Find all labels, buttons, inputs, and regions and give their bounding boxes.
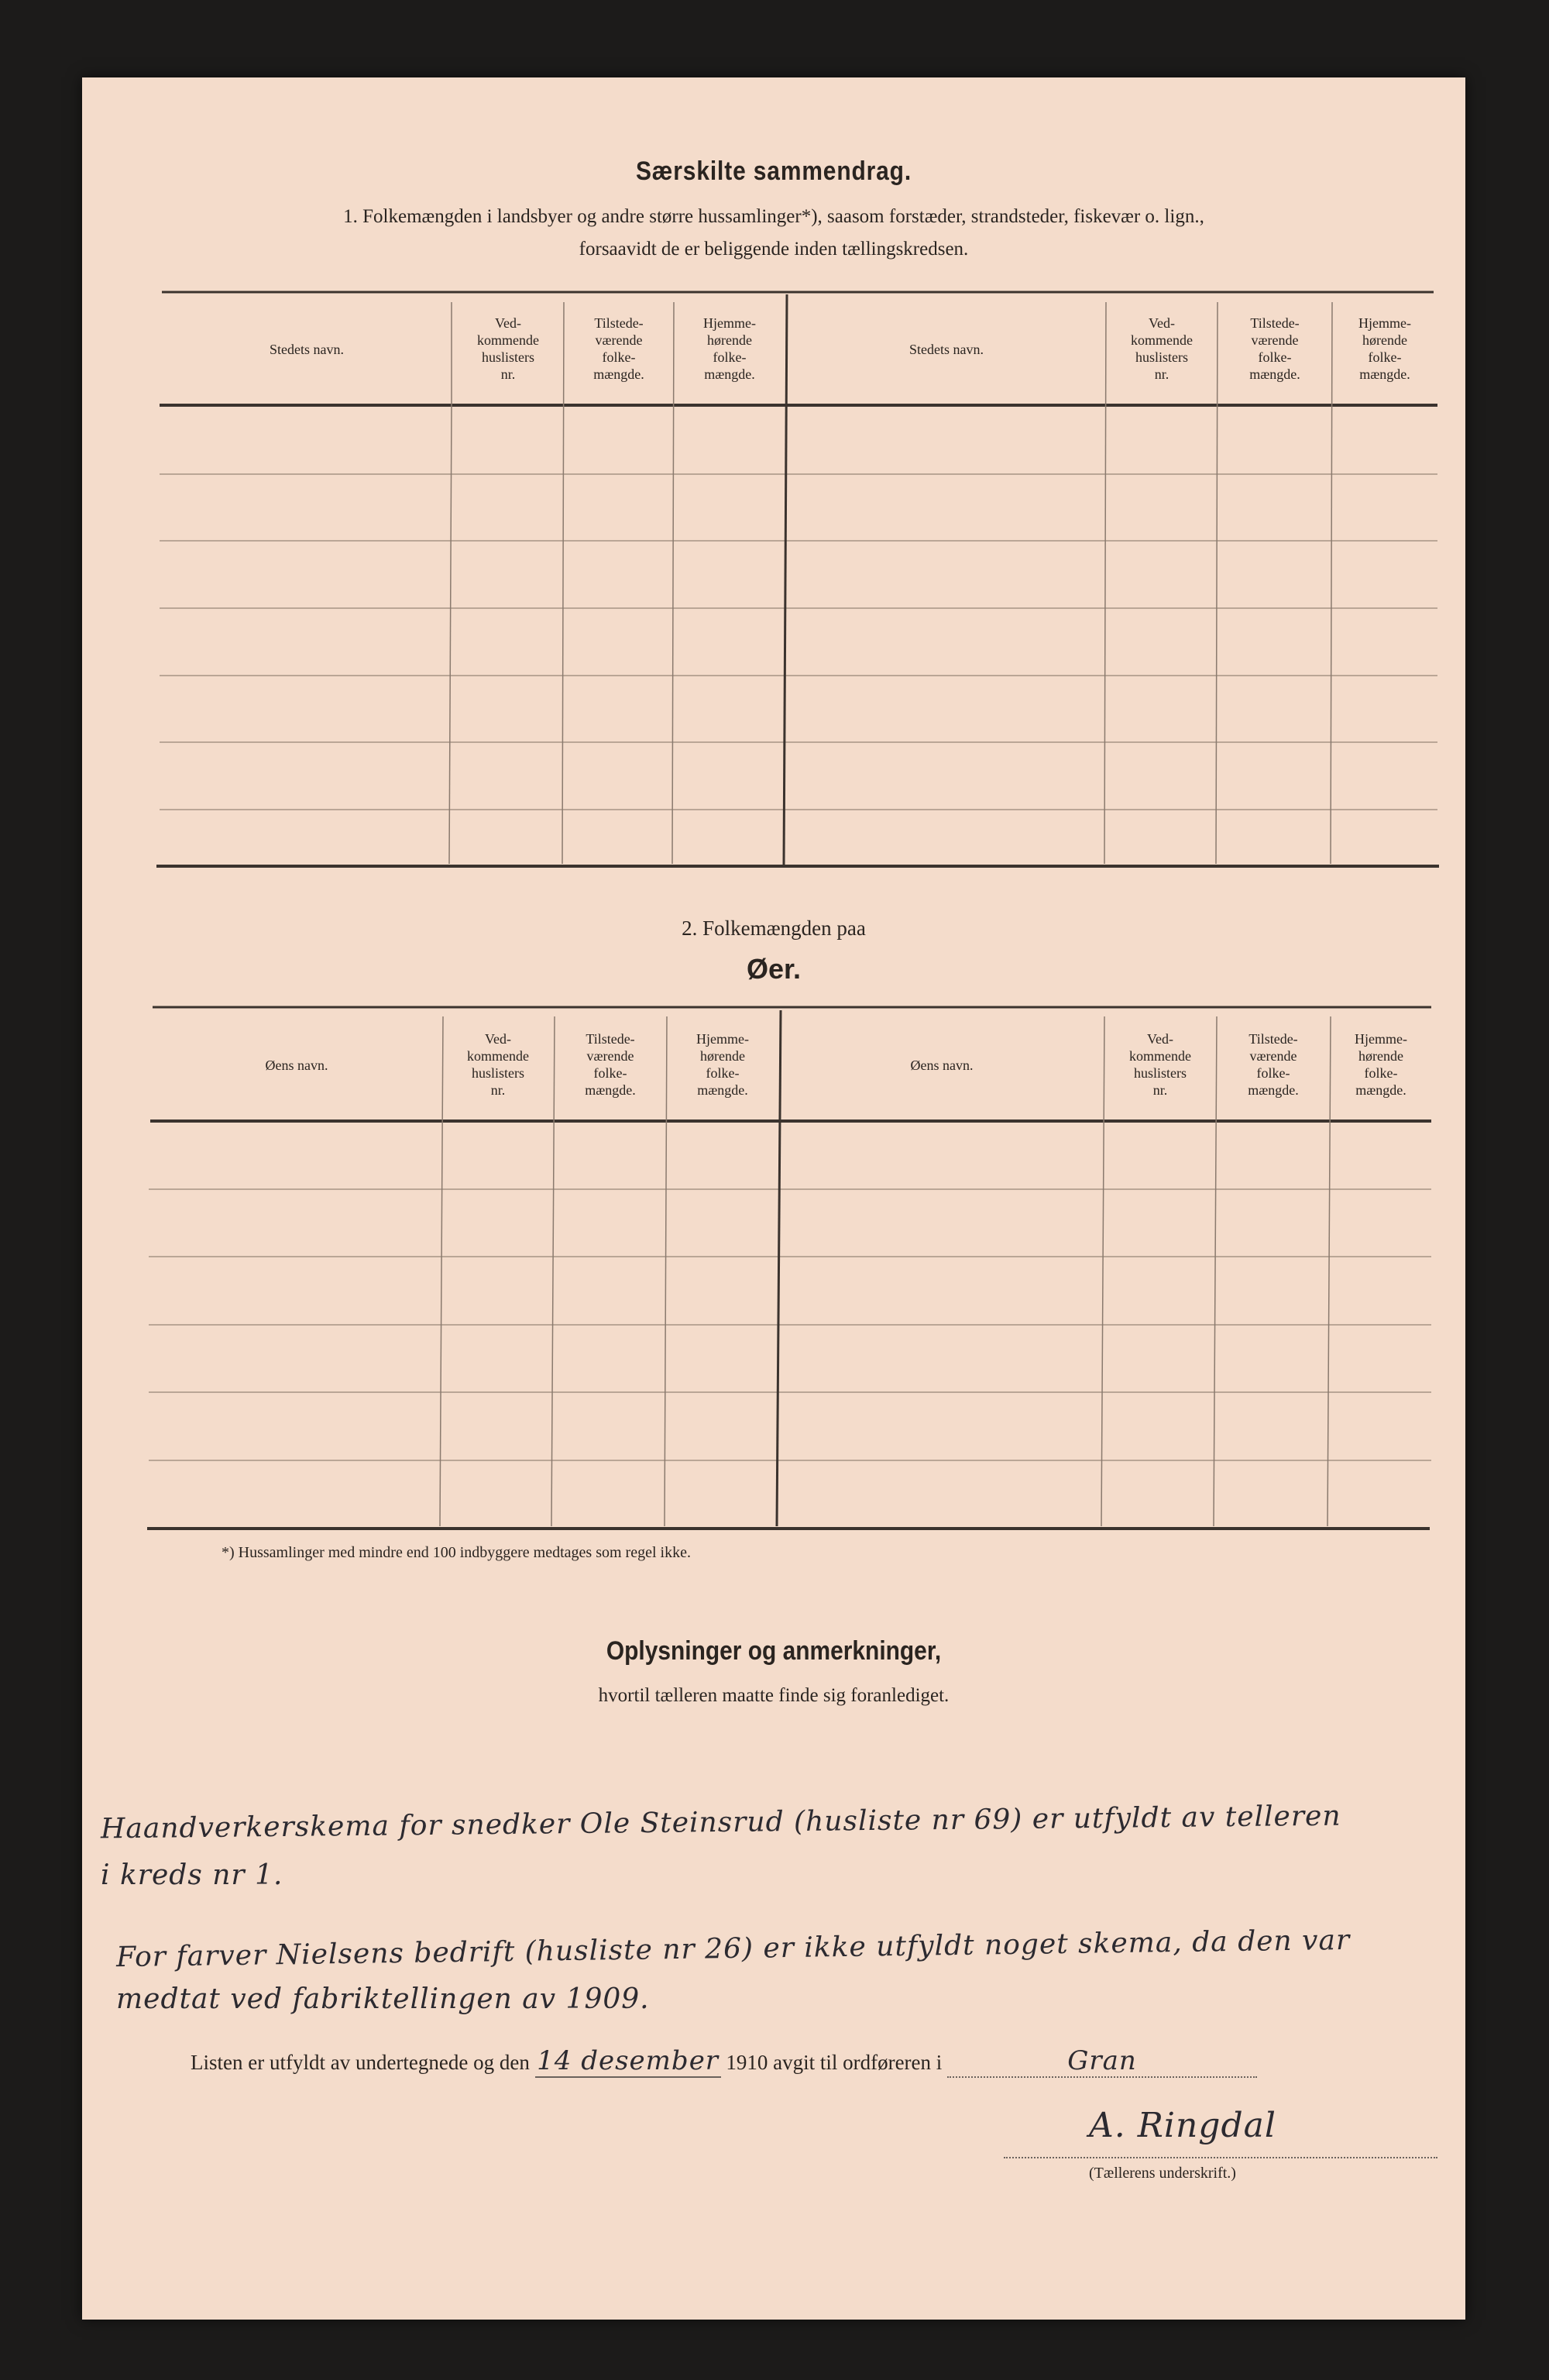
date-handwritten: 14 desember <box>537 2045 720 2076</box>
date-field <box>535 2045 721 2078</box>
closing-text-a: Listen er utfyldt av undertegnede og den <box>191 2051 530 2074</box>
t2-col-list-right: Ved- kommende huslisters nr. <box>1129 1031 1191 1098</box>
closing-statement <box>191 2045 1257 2078</box>
t2-col-present-right: Tilstede- værende folke- mængde. <box>1248 1031 1299 1098</box>
municipality-handwritten: Gran <box>1067 2045 1137 2076</box>
closing-text-b: 1910 avgit til ordføreren i <box>726 2051 943 2074</box>
t1-col-list-left: Ved- kommende huslisters nr. <box>477 315 539 382</box>
signature-caption: (Tællerens underskrift.) <box>1089 2165 1236 2182</box>
handwritten-remark-line-1: Haandverkerskema for snedker Ole Steinsrud (husliste nr 69) er utfyldt av telleren <box>100 1800 1341 1845</box>
form-title: Særskilte sammendrag. <box>635 156 912 186</box>
signature-handwritten: A. Ringdal <box>1089 2106 1276 2145</box>
intro-line-1: 1. Folkemængden i landsbyer og andre større hussamlinger*), saasom forstæder, strandsteder, fiskevær o. lign., <box>343 206 1204 227</box>
t2-col-resident-left: Hjemme- hørende folke- mængde. <box>696 1031 749 1098</box>
t2-col-island-left: Øens navn. <box>265 1058 328 1073</box>
t2-col-present-left: Tilstede- værende folke- mængde. <box>585 1031 636 1098</box>
t2-col-list-left: Ved- kommende huslisters nr. <box>467 1031 529 1098</box>
intro-line-2: forsaavidt de er beliggende inden tællingskredsen. <box>579 239 969 260</box>
section2-heading: 2. Folkemængden paa <box>682 917 866 940</box>
municipality-field <box>947 2045 1257 2078</box>
t2-col-island-right: Øens navn. <box>910 1058 974 1073</box>
t1-col-present-left: Tilstede- værende folke- mængde. <box>593 315 644 382</box>
t1-col-present-right: Tilstede- værende folke- mængde. <box>1249 315 1300 382</box>
t1-col-place-right: Stedets navn. <box>909 342 984 357</box>
section2-title: Øer. <box>746 953 802 985</box>
footnote: *) Hussamlinger med mindre end 100 indbyggere medtages som regel ikke. <box>222 1544 691 1561</box>
census-form-page <box>82 77 1465 2320</box>
handwritten-remark-line-2: i kreds nr 1. <box>101 1859 283 1891</box>
remarks-subtitle: hvortil tælleren maatte finde sig foranlediget. <box>598 1685 950 1706</box>
handwritten-remark-line-4: medtat ved fabriktellingen av 1909. <box>116 1983 650 2015</box>
handwritten-remark-line-3: For farver Nielsens bedrift (husliste nr 26) er ikke utfyldt noget skema, da den var <box>115 1924 1351 1974</box>
t1-col-list-right: Ved- kommende huslisters nr. <box>1131 315 1193 382</box>
remarks-title: Oplysninger og anmerkninger, <box>606 1636 942 1666</box>
t2-col-resident-right: Hjemme- hørende folke- mængde. <box>1355 1031 1407 1098</box>
signature-line <box>1004 2157 1437 2158</box>
t1-col-place-left: Stedets navn. <box>270 342 344 357</box>
table1-row-rules <box>160 474 1437 810</box>
table1-col-rules <box>449 302 1332 864</box>
table2-row-rules <box>149 1189 1431 1460</box>
t1-col-resident-left: Hjemme- hørende folke- mængde. <box>703 315 756 382</box>
t1-col-resident-right: Hjemme- hørende folke- mængde. <box>1358 315 1411 382</box>
